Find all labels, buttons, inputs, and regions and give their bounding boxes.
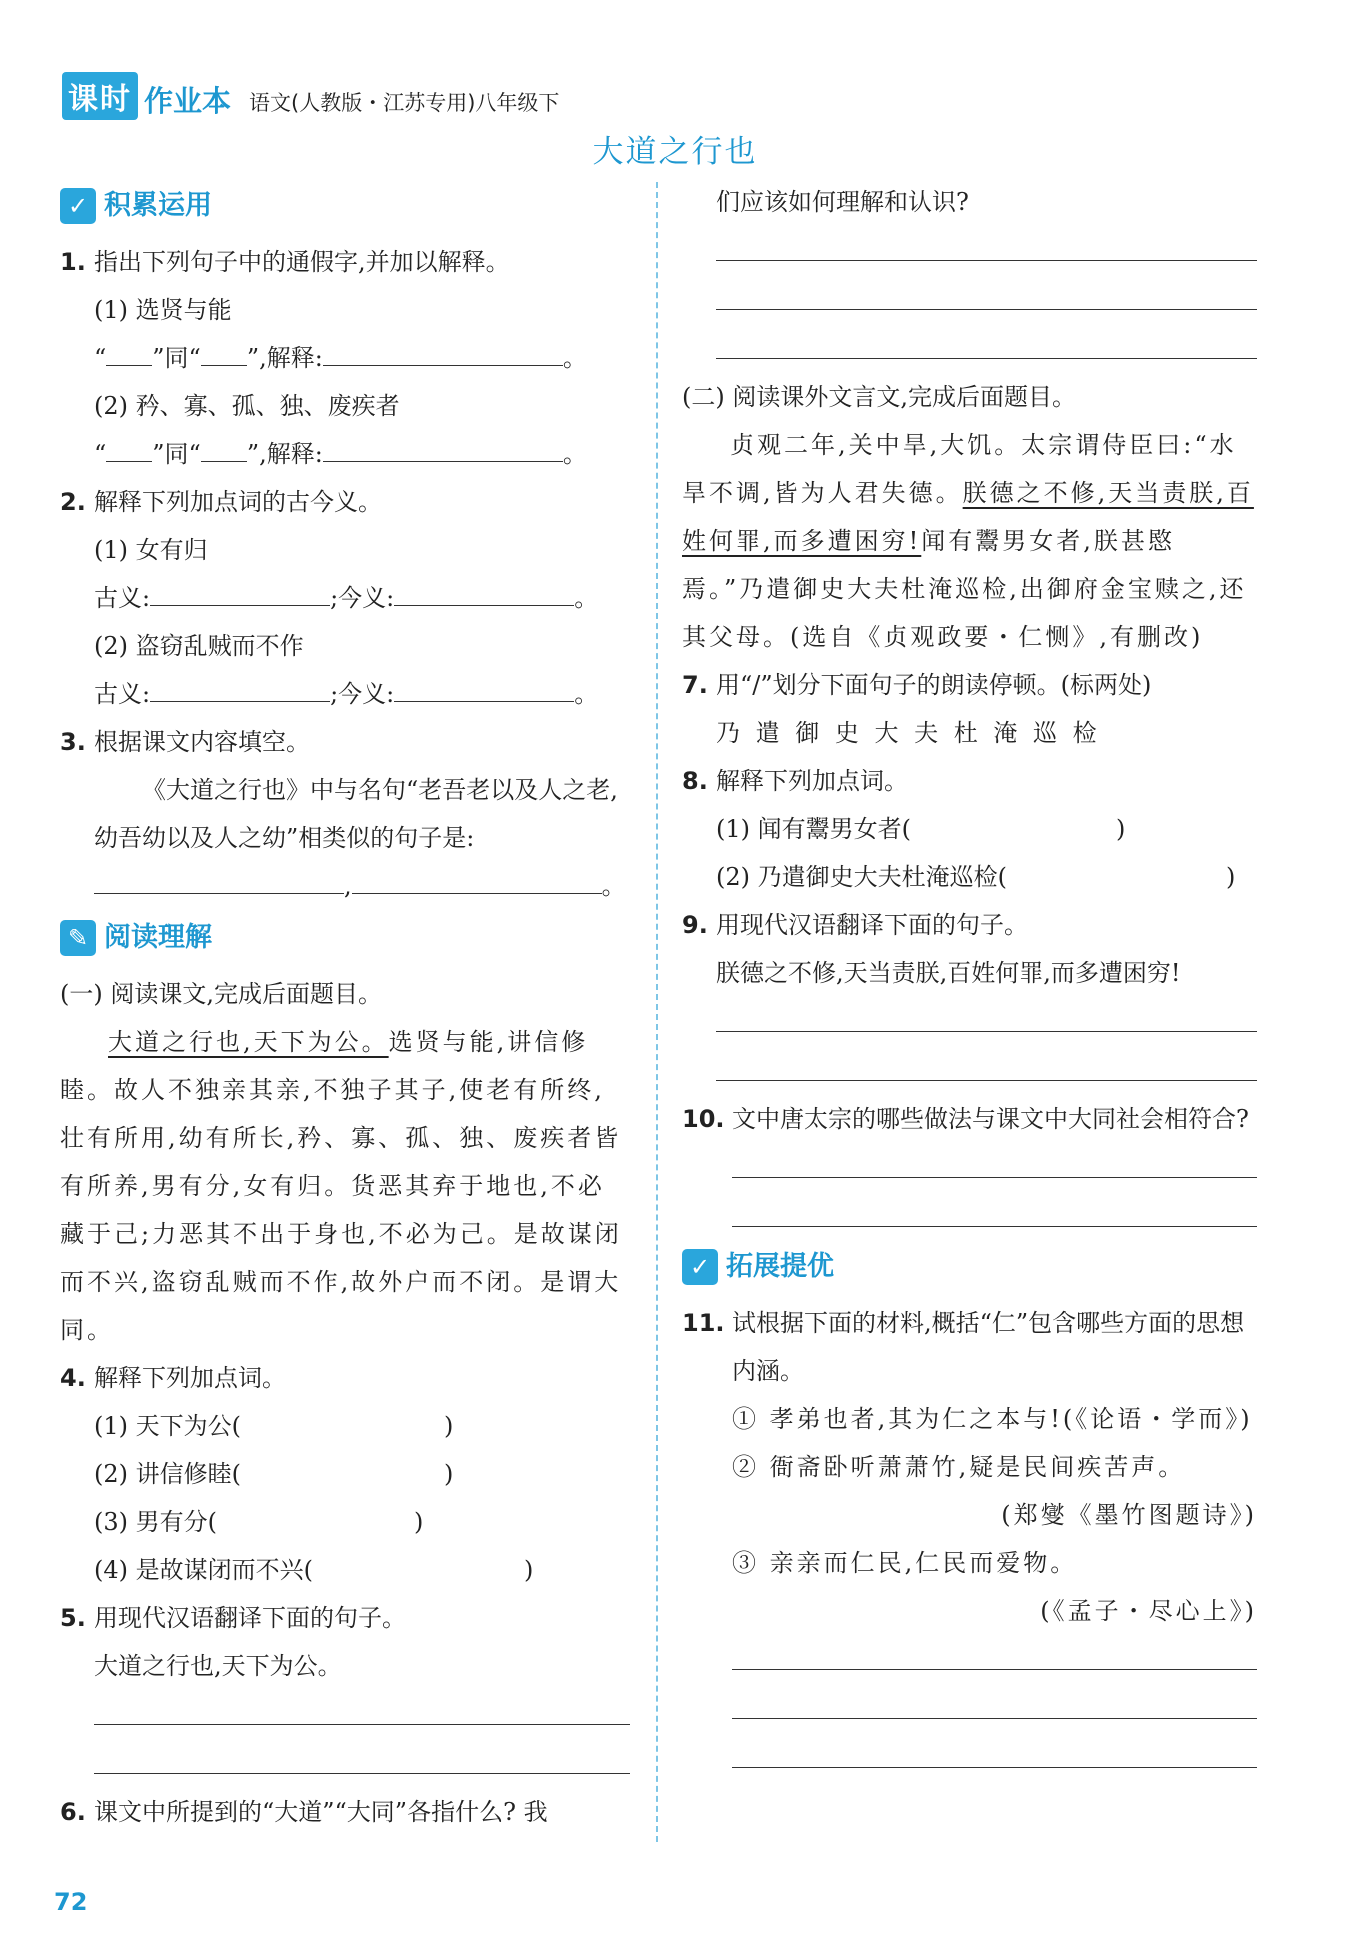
answer-line[interactable] — [732, 1192, 1257, 1227]
answer-line[interactable] — [732, 1143, 1257, 1178]
question-4: 4. 解释下列加点词。 — [60, 1364, 286, 1392]
question-11: 11. 试根据下面的材料,概括“仁”包含哪些方面的思想内涵。 — [682, 1309, 1245, 1385]
q1b-answer-line: “ ”同“ ”,解释: 。 — [60, 430, 630, 478]
passage-2: 贞观二年,关中旱,大饥。太宗谓侍臣曰:“水旱不调,皆为人君失德。朕德之不修,天当责朕,百姓何罪,而多遭困穷!闻有鬻男女者,朕甚愍焉。”乃遣御史大夫杜淹巡检,出御府金宝赎之,还其父母。(选自《贞观政要・仁恻》,有删改) — [682, 431, 1254, 651]
question-3: 3. 根据课文内容填空。 — [60, 728, 310, 756]
answer-line[interactable] — [716, 324, 1257, 359]
blank[interactable] — [94, 867, 344, 894]
section-title: 阅读理解 — [104, 922, 212, 953]
blank[interactable] — [201, 339, 247, 366]
blank[interactable] — [150, 579, 330, 606]
column-divider — [656, 182, 658, 1842]
brand-logo: 课时 — [62, 72, 138, 120]
page-header — [62, 72, 559, 120]
pencil-icon: ✎ — [60, 920, 96, 956]
question-8: 8. 解释下列加点词。 — [682, 767, 908, 795]
section-header-accumulate — [60, 180, 630, 232]
left-column: ✓ 积累运用 1. 指出下列句子中的通假字,并加以解释。 (1) 选贤与能 “ ”同“ ”,解释: 。 (2) 矜、寡、孤、独、废疾者 “ ”同“ ”,解释: 。 2. 解释下列加点词的古今义。 (1) 女有归 古义: ;今义: 。 (2) 盗窃乱贼而不作 古义: ;今义: 。 3. 根据课文内容填空。 《大道之行也》中与名句“老吾老以及人之老,幼吾幼以及人之幼”相类似的句子是: , 。 ✎ 阅读理解 (一) 阅读课文,完成后面题目。 大道之行也,天下为公。选贤与能,讲信修睦。故人不独亲其亲,不独子其子,使老有所终,壮有所用,幼有所长,矜、寡、孤、独、废疾者皆有所养,男有分,女有归。货恶其弃于地也,不必藏于己;力恶其不出于身也,不必为己。是故谋闭而不兴,盗窃乱贼而不作,故外户而不闭。是谓大同。 4. 解释下列加点词。 (1) 天下为公( ) (2) 讲信修睦( ) (3) 男有分( ) (4) 是故谋闭而不兴( ) 5. 用现代汉语翻译下面的句子。 大道之行也,天下为公。 6. 课文中所提到的“大道”“大同”各指什么? 我 — [60, 178, 630, 1836]
answer-line[interactable] — [94, 1690, 630, 1725]
answer-line[interactable] — [732, 1635, 1257, 1670]
answer-line[interactable] — [732, 1733, 1257, 1768]
q3-answer-line: , 。 — [60, 862, 630, 910]
q2a-answer-line: 古义: ;今义: 。 — [60, 574, 630, 622]
section-title: 拓展提优 — [726, 1251, 834, 1282]
section-header-extend — [682, 1241, 1257, 1293]
blank[interactable] — [394, 675, 574, 702]
question-9: 9. 用现代汉语翻译下面的句子。 — [682, 911, 1028, 939]
blank[interactable] — [394, 579, 574, 606]
question-2: 2. 解释下列加点词的古今义。 — [60, 488, 382, 516]
answer-line[interactable] — [716, 226, 1257, 261]
question-5: 5. 用现代汉语翻译下面的句子。 — [60, 1604, 406, 1632]
blank[interactable] — [352, 867, 602, 894]
blank[interactable] — [201, 435, 247, 462]
passage-1: 大道之行也,天下为公。选贤与能,讲信修睦。故人不独亲其亲,不独子其子,使老有所终,壮有所用,幼有所长,矜、寡、孤、独、废疾者皆有所养,男有分,女有归。货恶其弃于地也,不必藏于己;力恶其不出于身也,不必为己。是故谋闭而不兴,盗窃乱贼而不作,故外户而不闭。是谓大同。 — [60, 1028, 622, 1344]
brand-name: 作业本 — [144, 84, 232, 118]
blank[interactable] — [106, 339, 152, 366]
answer-line[interactable] — [94, 1739, 630, 1774]
q1a-answer-line: “ ”同“ ”,解释: 。 — [60, 334, 630, 382]
blank[interactable] — [150, 675, 330, 702]
question-7: 7. 用“/”划分下面句子的朗读停顿。(标两处) — [682, 671, 1152, 699]
blank[interactable] — [323, 339, 563, 366]
question-6: 6. 课文中所提到的“大道”“大同”各指什么? 我 — [60, 1798, 548, 1826]
answer-line[interactable] — [732, 1684, 1257, 1719]
section-title: 积累运用 — [104, 190, 212, 221]
right-column: 们应该如何理解和认识? (二) 阅读课外文言文,完成后面题目。 贞观二年,关中旱,大饥。太宗谓侍臣曰:“水旱不调,皆为人君失德。朕德之不修,天当责朕,百姓何罪,而多遭困穷!闻有鬻男女者,朕甚愍焉。”乃遣御史大夫杜淹巡检,出御府金宝赎之,还其父母。(选自《贞观政要・仁恻》,有删改) 7. 用“/”划分下面句子的朗读停顿。(标两处) 乃 遣 御 史 大 夫 杜 淹 巡 检 8. 解释下列加点词。 (1) 闻有鬻男女者( ) (2) 乃遣御史大夫杜淹巡检( ) 9. 用现代汉语翻译下面的句子。 朕德之不修,天当责朕,百姓何罪,而多遭困穷! 10. 文中唐太宗的哪些做法与课文中大同社会相符合? ✓ 拓展提优 11. 试根据下面的材料,概括“仁”包含哪些方面的思想内涵。 ① 孝弟也者,其为仁之本与!(《论语・学而》) ② 衙斋卧听萧萧竹,疑是民间疾苦声。 (郑燮《墨竹图题诗》) ③ 亲亲而仁民,仁民而爱物。 (《孟子・尽心上》) — [682, 178, 1257, 1782]
question-1: 1. 指出下列句子中的通假字,并加以解释。 — [60, 248, 510, 276]
page-number: 72 — [54, 1888, 88, 1916]
answer-line[interactable] — [716, 997, 1257, 1032]
checkmark-icon: ✓ — [60, 188, 96, 224]
answer-line[interactable] — [716, 1046, 1257, 1081]
blank[interactable] — [106, 435, 152, 462]
section-header-reading — [60, 912, 630, 964]
q2b-answer-line: 古义: ;今义: 。 — [60, 670, 630, 718]
blank[interactable] — [323, 435, 563, 462]
subject-label: 语文(人教版・江苏专用)八年级下 — [249, 91, 560, 115]
question-10: 10. 文中唐太宗的哪些做法与课文中大同社会相符合? — [682, 1105, 1249, 1133]
checkmark-icon: ✓ — [682, 1249, 718, 1285]
page-title: 大道之行也 — [592, 134, 758, 170]
answer-line[interactable] — [716, 275, 1257, 310]
